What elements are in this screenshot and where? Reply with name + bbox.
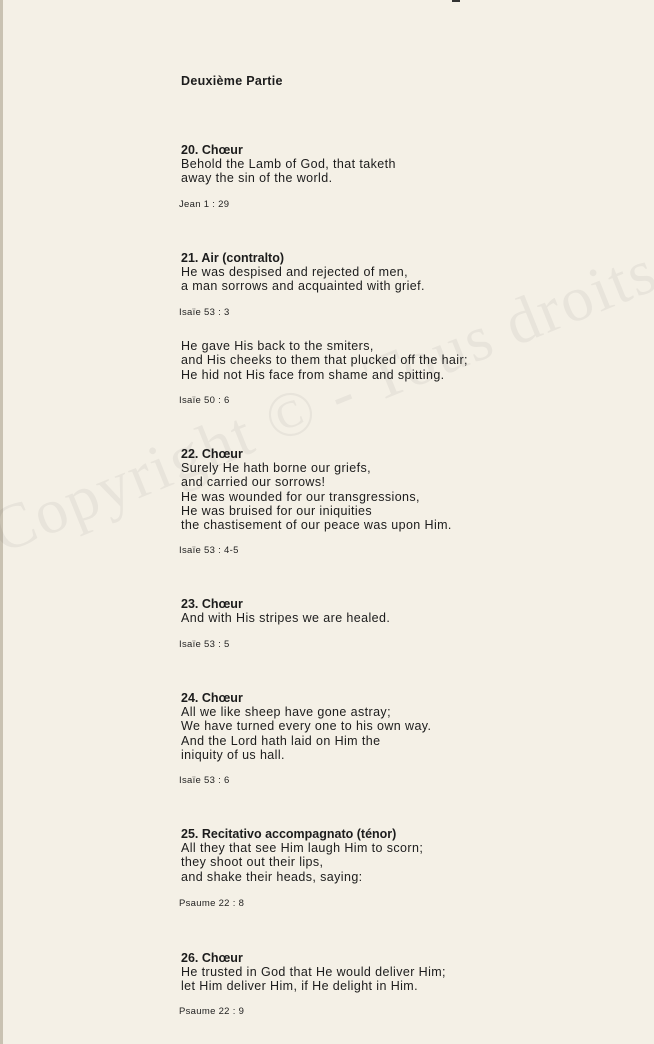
- lyrics: [181, 611, 390, 625]
- scripture-ref: Jean 1 : 29: [179, 199, 230, 210]
- lyric-line: they shoot out their lips,: [181, 855, 324, 870]
- lyric-line: and shake their heads, saying:: [181, 869, 363, 884]
- lyric-line: All we like sheep have gone astray;: [181, 705, 391, 719]
- lyrics: [181, 841, 423, 884]
- lyric-line: And the Lord hath laid on Him the: [181, 733, 381, 748]
- section-heading: 25. Recitativo accompagnato (ténor): [181, 827, 397, 841]
- lyrics: [181, 965, 446, 994]
- lyric-line: the chastisement of our peace was upon Him.: [181, 518, 452, 533]
- section-heading: 24. Chœur: [181, 691, 243, 705]
- lyric-line: and carried our sorrows!: [181, 475, 326, 490]
- lyric-line: a man sorrows and acquainted with grief.: [181, 279, 425, 294]
- lyric-line: He hid not His face from shame and spitting.: [181, 367, 445, 382]
- lyrics: [181, 265, 425, 294]
- lyric-line: He gave His back to the smiters,: [181, 339, 374, 353]
- lyrics: [181, 461, 452, 532]
- lyrics: [181, 705, 431, 762]
- section-21: [181, 251, 425, 294]
- section-22: [181, 447, 452, 532]
- section-heading: 22. Chœur: [181, 447, 243, 461]
- part-title: Deuxième Partie: [181, 74, 283, 88]
- section-heading: 23. Chœur: [181, 597, 243, 611]
- lyric-line: He was despised and rejected of men,: [181, 265, 409, 279]
- lyrics: [181, 339, 468, 382]
- section-heading: 21. Air (contralto): [181, 251, 285, 265]
- scripture-ref: Psaume 22 : 9: [179, 1006, 245, 1017]
- scripture-ref: Isaïe 50 : 6: [179, 395, 230, 406]
- lyrics: [181, 157, 396, 186]
- lyric-line: He was wounded for our transgressions,: [181, 489, 420, 504]
- scripture-ref: Psaume 22 : 8: [179, 898, 245, 909]
- section-heading: 26. Chœur: [181, 951, 243, 965]
- section-heading: 20. Chœur: [181, 143, 243, 157]
- lyric-line: let Him deliver Him, if He delight in Him.: [181, 979, 418, 994]
- scripture-ref: Isaïe 53 : 3: [179, 307, 230, 318]
- lyric-line: He was bruised for our iniquities: [181, 503, 373, 518]
- lyric-line: He trusted in God that He would deliver Him;: [181, 965, 446, 979]
- scripture-ref: Isaïe 53 : 6: [179, 775, 230, 786]
- lyric-line: And with His stripes we are healed.: [181, 611, 391, 625]
- lyric-line: iniquity of us hall.: [181, 747, 285, 762]
- section-26: [181, 951, 446, 994]
- scripture-ref: Isaïe 53 : 5: [179, 639, 230, 650]
- print-mark: [452, 0, 460, 2]
- section-24: [181, 691, 431, 762]
- lyric-line: All they that see Him laugh Him to scorn;: [181, 841, 424, 855]
- lyric-line: We have turned every one to his own way.: [181, 719, 432, 734]
- section-23: [181, 597, 390, 625]
- lyric-line: Surely He hath borne our griefs,: [181, 461, 371, 475]
- lyric-line: and His cheeks to them that plucked off the hair;: [181, 353, 468, 368]
- section-21-continued: [181, 339, 468, 382]
- section-20: [181, 143, 396, 186]
- lyric-line: away the sin of the world.: [181, 171, 333, 186]
- section-25: [181, 827, 423, 884]
- scripture-ref: Isaïe 53 : 4-5: [179, 545, 239, 556]
- lyric-line: Behold the Lamb of God, that taketh: [181, 157, 396, 171]
